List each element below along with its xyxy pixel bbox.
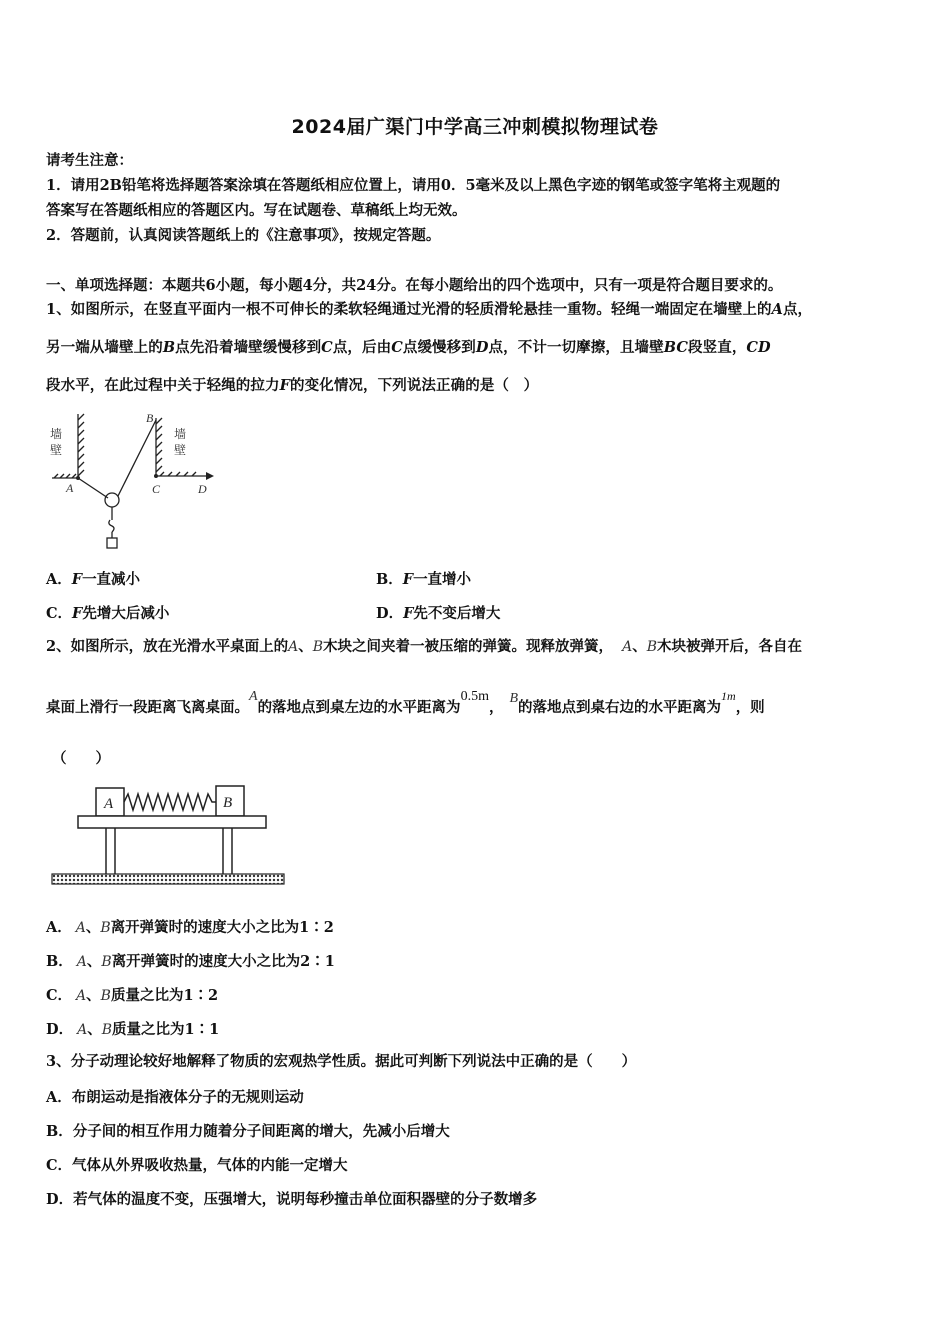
q2-option-b[interactable]: B． A、B离开弹簧时的速度大小之比为2∶1 — [46, 953, 335, 970]
q3-stem: 3、分子动理论较好地解释了物质的宏观热学性质。据此可判断下列说法中正确的是（ ） — [46, 1053, 637, 1070]
fig1-wall-left: 墙壁 — [50, 427, 63, 457]
fig1-label-D: D — [198, 482, 207, 496]
page-title: 2024届广渠门中学高三冲刺模拟物理试卷 — [291, 116, 659, 138]
q2-dist-b: 1m — [721, 689, 736, 703]
q1-option-b[interactable]: B．F一直增小 — [376, 571, 472, 588]
notice-1a: 1．请用2B铅笔将选择题答案涂填在答题纸相应位置上，请用0．5毫米及以上黑色字迹的钢笔或签字笔将主观题的 — [46, 177, 781, 194]
notice-2: 2．答题前，认真阅读答题纸上的《注意事项》，按规定答题。 — [46, 227, 441, 244]
q2-line1: 2、如图所示，放在光滑水平桌面上的A、B木块之间夹着一被压缩的弹簧。现释放弹簧， A、B木块被弹开后，各自在 — [46, 638, 802, 655]
q1-option-a[interactable]: A．F一直减小 — [46, 571, 141, 588]
fig1-label-C: C — [152, 482, 161, 496]
q2-dist-a: 0.5m — [460, 689, 489, 704]
q1-option-d[interactable]: D．F先不变后增大 — [376, 605, 501, 622]
fig2-block-b-label: B — [223, 795, 233, 811]
q1-option-c[interactable]: C．F先增大后减小 — [46, 605, 170, 622]
q2-option-d[interactable]: D． A、B质量之比为1∶1 — [46, 1021, 220, 1038]
q3-option-a[interactable]: A．布朗运动是指液体分子的无规则运动 — [46, 1089, 304, 1106]
q2-option-a[interactable]: A． A、B离开弹簧时的速度大小之比为1∶2 — [46, 919, 334, 936]
q2-spring-figure — [48, 782, 288, 890]
section-heading: 一、单项选择题：本题共6小题，每小题4分，共24分。在每小题给出的四个选项中，只有一项是符合题目要求的。 — [46, 277, 783, 294]
q1-line2: 另一端从墙壁上的B点先沿着墙壁缓慢移到C点，后由C点缓慢移到D点，不计一切摩擦，且墙壁BC段竖直，CD — [46, 339, 771, 356]
q3-option-c[interactable]: C．气体从外界吸收热量，气体的内能一定增大 — [46, 1157, 348, 1174]
q1-line3: 段水平，在此过程中关于轻绳的拉力F的变化情况，下列说法正确的是（ ） — [46, 377, 539, 394]
fig1-wall-right: 墙壁 — [174, 427, 187, 457]
notice-heading: 请考生注意： — [46, 152, 133, 169]
q2-option-c[interactable]: C． A、B质量之比为1∶2 — [46, 987, 219, 1004]
q3-option-d[interactable]: D．若气体的温度不变，压强增大，说明每秒撞击单位面积器壁的分子数增多 — [46, 1191, 538, 1208]
q2-line2: 桌面上滑行一段距离飞离桌面。A的落地点到桌左边的水平距离为0.5m，B的落地点到桌右边的水平距离为$^{1m}$，则 — [46, 689, 765, 716]
fig1-label-A: A — [66, 481, 74, 495]
q3-option-b[interactable]: B．分子间的相互作用力随着分子间距离的增大，先减小后增大 — [46, 1123, 450, 1140]
q1-pulley-figure — [44, 408, 224, 550]
q2-paren: （ ） — [52, 750, 110, 767]
fig1-label-B: B — [146, 411, 154, 425]
q1-line1: 1、如图所示，在竖直平面内一根不可伸长的柔软轻绳通过光滑的轻质滑轮悬挂一重物。轻绳一端固定在墙壁上的A点， — [46, 301, 813, 318]
fig2-block-a-label: A — [104, 796, 114, 812]
notice-1b: 答案写在答题纸相应的答题区内。写在试题卷、草稿纸上均无效。 — [46, 202, 467, 219]
